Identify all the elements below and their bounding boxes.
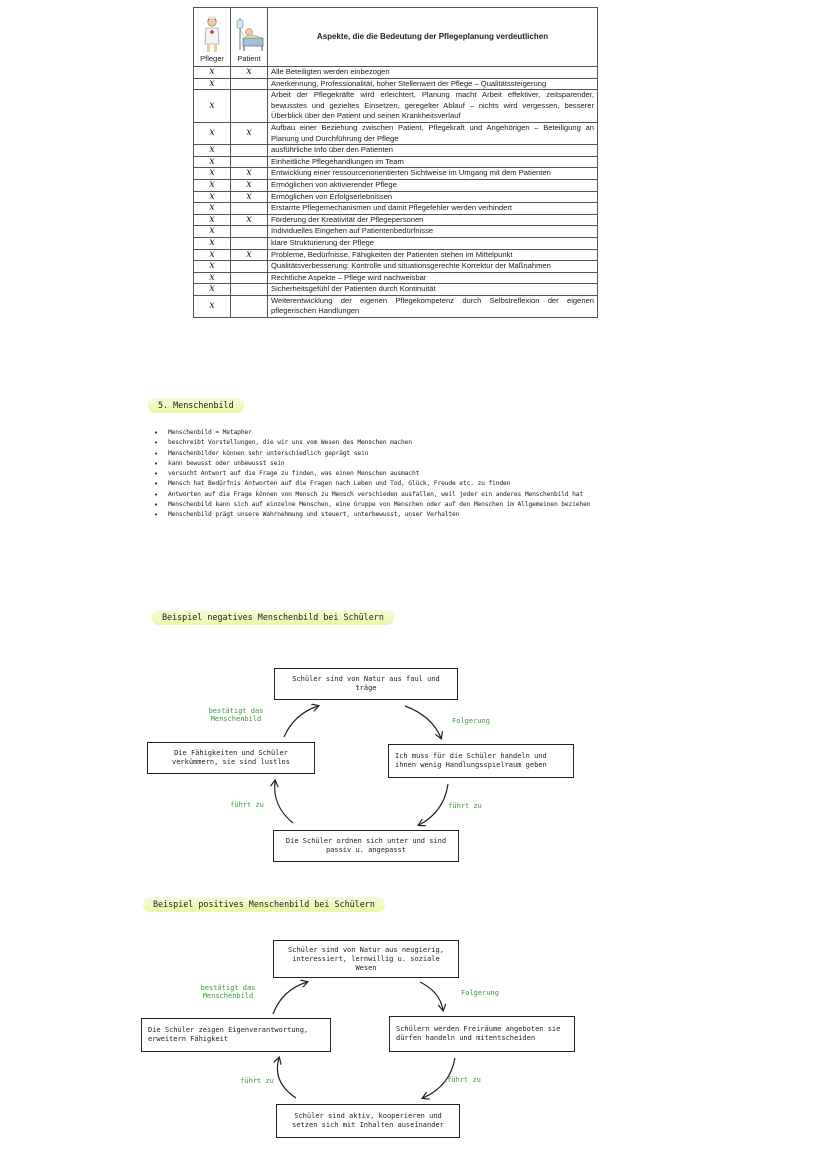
patient-in-bed-icon	[231, 16, 267, 54]
table-row	[194, 226, 598, 238]
patient-mark: x	[231, 249, 268, 261]
aspect-text: Sicherheitsgefühl der Patienten durch Kontinuität	[268, 284, 598, 296]
positive-label-confirms: bestätigt das Menschenbild	[200, 984, 256, 1000]
patient-mark	[231, 156, 268, 168]
nurse-mark: x	[194, 168, 231, 180]
negative-top-box: Schüler sind von Natur aus faul und träge	[274, 668, 458, 700]
aspect-text: Ermöglichen von Erfolgserlebnissen	[268, 191, 598, 203]
nurse-mark: x	[194, 191, 231, 203]
aspect-text: Förderung der Kreativität der Pflegepersonen	[268, 214, 598, 226]
nurse-mark: x	[194, 284, 231, 296]
patient-mark	[231, 261, 268, 273]
positive-label-leads-right: führt zu	[447, 1076, 481, 1084]
positive-arrow-left-top	[273, 982, 307, 1014]
nurse-mark: x	[194, 78, 231, 90]
table-row	[194, 122, 598, 144]
header-nurse-cell	[194, 8, 231, 67]
nurse-mark: x	[194, 295, 231, 317]
nurse-mark: x	[194, 261, 231, 273]
aspect-text: Individuelles Eingehen auf Patientenbedürfnisse	[268, 226, 598, 238]
nurse-figure-icon	[194, 16, 230, 54]
positive-left-box: Die Schüler zeigen Eigenverantwortung, erweitern Fähigkeit	[141, 1018, 331, 1052]
aspect-text: Rechtliche Aspekte – Pflege wird nachweisbar	[268, 272, 598, 284]
nurse-mark: x	[194, 272, 231, 284]
list-item: • Antworten auf die Frage können von Mensch zu Mensch verschieden ausfallen, weil jeder ein anderes Menschenbild hat	[152, 490, 712, 500]
table-row	[194, 203, 598, 215]
nurse-mark: x	[194, 203, 231, 215]
patient-mark	[231, 145, 268, 157]
list-item: • Mensch hat Bedürfnis Antworten auf die Fragen nach Leben und Tod, Glück, Freude etc. zu finden	[152, 479, 712, 489]
header-patient-cell	[231, 8, 268, 67]
aspect-text: Weiterentwicklung der eigenen Pflegekompetenz durch Selbstreflexion der eigenen pflegerischen Handlungen	[268, 295, 598, 317]
positive-label-leads-left: führt zu	[240, 1077, 274, 1085]
list-item: • beschreibt Vorstellungen, die wir uns vom Wesen des Menschen machen	[152, 438, 712, 448]
aspect-text: Alle Beteiligten werden einbezogen	[268, 67, 598, 79]
table-row	[194, 214, 598, 226]
bullet-list	[152, 428, 712, 521]
table-row	[194, 67, 598, 79]
table-row	[194, 284, 598, 296]
patient-mark	[231, 284, 268, 296]
list-item: • Menschenbilder können sehr unterschiedlich geprägt sein	[152, 449, 712, 459]
nurse-mark: x	[194, 226, 231, 238]
patient-mark: x	[231, 168, 268, 180]
negative-heading: Beispiel negatives Menschenbild bei Schülern	[152, 610, 394, 625]
patient-mark: x	[231, 67, 268, 79]
negative-arrow-bottom-left	[275, 781, 293, 823]
list-item: • versucht Antwort auf die Frage zu finden, was einen Menschen ausmacht	[152, 469, 712, 479]
negative-label-conclusion: Folgerung	[452, 717, 490, 725]
patient-mark	[231, 272, 268, 284]
table-row	[194, 295, 598, 317]
aspect-text: ausführliche Info über den Patienten	[268, 145, 598, 157]
section-heading: 5. Menschenbild	[148, 398, 244, 413]
aspect-text: Probleme, Bedürfnisse, Fähigkeiten der Patienten stehen im Mittelpunkt	[268, 249, 598, 261]
negative-right-box: Ich muss für die Schüler handeln und ihnen wenig Handlungsspielraum geben	[388, 744, 574, 778]
list-item: • Menschenbild = Metapher	[152, 428, 712, 438]
aspects-table	[193, 7, 598, 318]
table-row	[194, 156, 598, 168]
table-row	[194, 168, 598, 180]
aspect-text: Arbeit der Pflegekräfte wird erleichtert, Planung macht Arbeit effektiver, zeitsparender, bewusstes und gezieltes Einsetzen, geregelter Ablauf – nichts wird vergessen, besserer Überblick über den Patient und seinen Krankheitsverlauf	[268, 90, 598, 123]
aspect-text: Qualitätsverbesserung: Kontrolle und situationsgerechte Korrektur der Maßnahmen	[268, 261, 598, 273]
table-row	[194, 90, 598, 123]
list-item: • Menschenbild prägt unsere Wahrnehmung und steuert, unterbewusst, unser Verhalten	[152, 510, 712, 520]
nurse-mark: x	[194, 90, 231, 123]
table-title: Aspekte, die die Bedeutung der Pflegeplanung verdeutlichen	[268, 8, 598, 67]
list-item: • Menschenbild kann sich auf einzelne Menschen, eine Gruppe von Menschen oder auf den Menschen im Allgemeinen beziehen	[152, 500, 712, 510]
nurse-mark: x	[194, 145, 231, 157]
nurse-mark: x	[194, 237, 231, 249]
patient-mark	[231, 203, 268, 215]
patient-mark: x	[231, 191, 268, 203]
aspect-text: Entwicklung einer ressourcenorientierten Sichtweise im Umgang mit dem Patienten	[268, 168, 598, 180]
negative-label-leads-right: führt zu	[448, 802, 482, 810]
table-row	[194, 249, 598, 261]
nurse-mark: x	[194, 214, 231, 226]
header-nurse-label: Pfleger	[200, 54, 224, 64]
patient-mark: x	[231, 122, 268, 144]
negative-label-confirms: bestätigt das Menschenbild	[208, 707, 264, 723]
positive-heading: Beispiel positives Menschenbild bei Schülern	[143, 897, 385, 912]
table-row	[194, 179, 598, 191]
negative-left-box: Die Fähigkeiten und Schüler verkümmern, sie sind lustlos	[147, 742, 315, 774]
nurse-mark: x	[194, 249, 231, 261]
nurse-mark: x	[194, 179, 231, 191]
positive-right-box: Schülern werden Freiräume angeboten sie dürfen handeln und mitentscheiden	[389, 1016, 575, 1052]
patient-mark: x	[231, 179, 268, 191]
positive-top-box: Schüler sind von Natur aus neugierig, interessiert, lernwillig u. soziale Wesen	[273, 940, 459, 978]
table-header-row	[194, 8, 598, 67]
positive-label-conclusion: Folgerung	[461, 989, 499, 997]
table-row	[194, 272, 598, 284]
header-patient-label: Patient	[237, 54, 261, 64]
positive-arrow-top-right	[420, 982, 443, 1010]
aspect-text: Ermöglichen von aktivierender Pflege	[268, 179, 598, 191]
negative-arrow-left-top	[284, 706, 318, 737]
patient-mark	[231, 295, 268, 317]
nurse-mark: x	[194, 156, 231, 168]
aspect-text: Anerkennung, Professionalität, hoher Stellenwert der Pflege – Qualitätssteigerung	[268, 78, 598, 90]
table-row	[194, 78, 598, 90]
table-row	[194, 261, 598, 273]
nurse-mark: x	[194, 122, 231, 144]
nurse-mark: x	[194, 67, 231, 79]
aspect-text: Aufbau einer Beziehung zwischen Patient, Pflegekraft und Angehörigen – Beteiligung an Planung und Durchführung der Pflege	[268, 122, 598, 144]
aspect-text: klare Strukturierung der Pflege	[268, 237, 598, 249]
table-row	[194, 191, 598, 203]
negative-label-leads-left: führt zu	[230, 801, 264, 809]
table-row	[194, 237, 598, 249]
patient-mark	[231, 78, 268, 90]
aspect-text: Einheitliche Pflegehandlungen im Team	[268, 156, 598, 168]
patient-mark: x	[231, 214, 268, 226]
patient-mark	[231, 237, 268, 249]
negative-bottom-box: Die Schüler ordnen sich unter und sind passiv u. angepasst	[273, 830, 459, 862]
patient-mark	[231, 226, 268, 238]
aspect-text: Erstarrte Pflegemechanismen und damit Pflegefehler werden verhindert	[268, 203, 598, 215]
list-item: • kann bewusst oder unbewusst sein	[152, 459, 712, 469]
negative-arrow-top-right	[405, 706, 441, 738]
patient-mark	[231, 90, 268, 123]
table-row	[194, 145, 598, 157]
positive-bottom-box: Schüler sind aktiv, kooperieren und setzen sich mit Inhalten auseinander	[276, 1104, 460, 1138]
